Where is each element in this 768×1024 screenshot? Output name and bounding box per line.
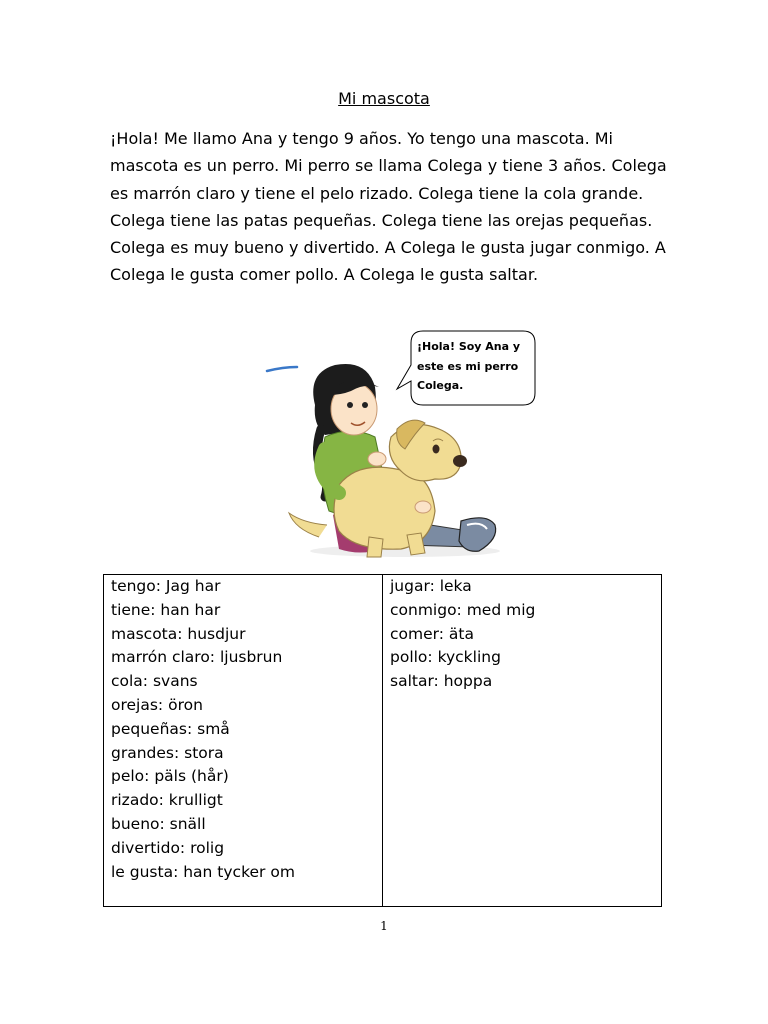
vocabulary-column-right (383, 575, 662, 907)
vocabulary-table (103, 574, 662, 907)
vocabulary-entry: pollo: kyckling (390, 648, 501, 667)
vocabulary-entry: rizado: krulligt (111, 791, 223, 810)
vocabulary-entry: le gusta: han tycker om (111, 862, 295, 881)
speech-bubble (397, 331, 535, 405)
page-number: 1 (380, 919, 388, 933)
vocabulary-entry: conmigo: med mig (390, 600, 536, 619)
vocabulary-entry: mascota: husdjur (111, 624, 246, 643)
speech-bubble-line: Colega. (417, 379, 464, 392)
speech-bubble-line: este es mi perro (417, 360, 519, 373)
story-paragraph: ¡Hola! Me llamo Ana y tengo 9 años. Yo tengo una mascota. Mi mascota es un perro. Mi perro se llama Colega y tiene 3 años. Colega es marrón claro y tiene el pelo rizado. Colega tiene la cola grande. Colega tiene las patas pequeñas. Colega tiene las orejas pequeñas. Colega es muy bueno y divertido. A Colega le gusta jugar conmigo. A Colega le gusta comer pollo. A Colega le gusta saltar. (110, 129, 667, 285)
vocabulary-entry: pelo: päls (hår) (111, 767, 229, 786)
vocabulary-entry: cola: svans (111, 672, 198, 691)
vocabulary-entry: divertido: rolig (111, 838, 225, 857)
vocabulary-entry: saltar: hoppa (390, 672, 493, 691)
girl-with-dog-illustration (255, 325, 545, 565)
blue-stroke (267, 367, 297, 371)
vocabulary-entry: comer: äta (390, 624, 474, 643)
vocabulary-entry: grandes: stora (111, 743, 224, 762)
vocabulary-entry: bueno: snäll (111, 814, 206, 833)
speech-bubble-line: ¡Hola! Soy Ana y (417, 340, 521, 353)
vocabulary-entry: marrón claro: ljusbrun (111, 648, 283, 667)
vocabulary-entry: tengo: Jag har (111, 577, 221, 595)
vocabulary-column-left (104, 575, 383, 907)
vocabulary-entry: tiene: han har (111, 600, 221, 619)
page-title: Mi mascota (338, 89, 430, 108)
vocabulary-entry: jugar: leka (390, 577, 472, 595)
vocabulary-entry: orejas: öron (111, 695, 203, 714)
vocabulary-entry: pequeñas: små (111, 719, 230, 738)
